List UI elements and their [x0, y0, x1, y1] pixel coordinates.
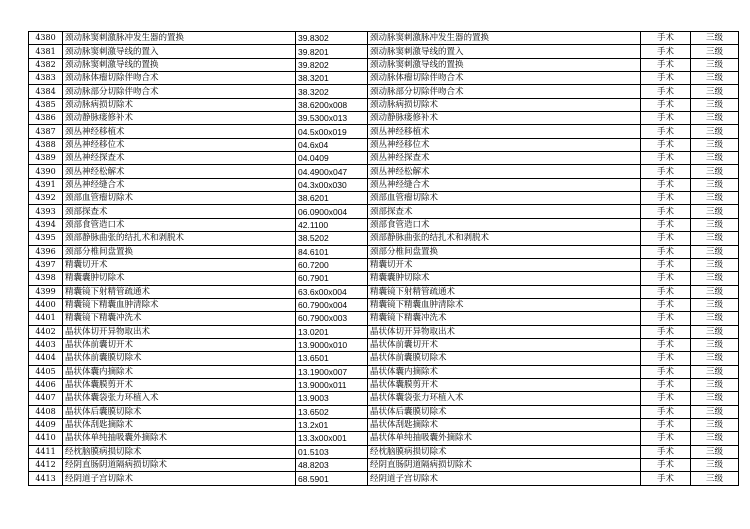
procedure-code-cell: 13.2x01 — [296, 418, 368, 431]
procedure-grade-cell: 三级 — [691, 58, 739, 71]
table-row — [29, 72, 739, 85]
procedure-name-standard-cell: 精囊镜下射精管疏通术 — [368, 285, 641, 298]
procedure-name-cell: 精囊切开术 — [63, 258, 296, 271]
procedure-type-cell: 手术 — [641, 72, 691, 85]
row-number-cell: 4384 — [29, 85, 63, 98]
table-row — [29, 32, 739, 45]
procedure-name-standard-cell: 晶状体刮匙摘除术 — [368, 418, 641, 431]
procedure-name-standard-cell: 颈动脉病损切除术 — [368, 98, 641, 111]
procedure-name-cell: 晶状体前囊膜切除术 — [63, 352, 296, 365]
procedure-type-cell: 手术 — [641, 405, 691, 418]
procedure-code-cell: 04.3x00x030 — [296, 178, 368, 191]
procedure-grade-cell: 三级 — [691, 272, 739, 285]
procedure-type-cell: 手术 — [641, 338, 691, 351]
row-number-cell: 4401 — [29, 312, 63, 325]
procedure-name-standard-cell: 晶状体囊内摘除术 — [368, 365, 641, 378]
procedure-name-standard-cell: 颈动脉窦刺激导线的置入 — [368, 45, 641, 58]
procedure-name-cell: 经阴直肠阴道隔病损切除术 — [63, 459, 296, 472]
procedure-code-cell: 39.8201 — [296, 45, 368, 58]
procedure-type-cell: 手术 — [641, 45, 691, 58]
procedure-grade-cell: 三级 — [691, 125, 739, 138]
row-number-cell: 4383 — [29, 72, 63, 85]
procedure-name-cell: 颈动脉部分切除伴吻合术 — [63, 85, 296, 98]
procedure-type-cell: 手术 — [641, 325, 691, 338]
procedure-grade-cell: 三级 — [691, 285, 739, 298]
procedure-type-cell: 手术 — [641, 432, 691, 445]
table-row — [29, 98, 739, 111]
procedure-grade-cell: 三级 — [691, 112, 739, 125]
procedure-code-cell: 13.6501 — [296, 352, 368, 365]
row-number-cell: 4389 — [29, 152, 63, 165]
procedure-code-cell: 38.3202 — [296, 85, 368, 98]
procedure-name-standard-cell: 颈丛神经移植术 — [368, 125, 641, 138]
table-row — [29, 45, 739, 58]
procedure-name-standard-cell: 经阴直肠阴道隔病损切除术 — [368, 459, 641, 472]
row-number-cell: 4386 — [29, 112, 63, 125]
procedure-grade-cell: 三级 — [691, 232, 739, 245]
procedure-code-cell: 39.5300x013 — [296, 112, 368, 125]
procedure-grade-cell: 三级 — [691, 472, 739, 485]
procedure-grade-cell: 三级 — [691, 152, 739, 165]
procedure-code-cell: 13.3x00x001 — [296, 432, 368, 445]
procedure-type-cell: 手术 — [641, 352, 691, 365]
procedure-grade-cell: 三级 — [691, 45, 739, 58]
procedure-type-cell: 手术 — [641, 205, 691, 218]
table-row — [29, 245, 739, 258]
procedure-type-cell: 手术 — [641, 192, 691, 205]
row-number-cell: 4407 — [29, 392, 63, 405]
procedure-type-cell: 手术 — [641, 165, 691, 178]
procedure-grade-cell: 三级 — [691, 258, 739, 271]
table-row — [29, 125, 739, 138]
table-row — [29, 58, 739, 71]
procedure-grade-cell: 三级 — [691, 365, 739, 378]
procedure-code-cell: 13.9000x011 — [296, 378, 368, 391]
row-number-cell: 4395 — [29, 232, 63, 245]
procedure-grade-cell: 三级 — [691, 178, 739, 191]
procedure-type-cell: 手术 — [641, 98, 691, 111]
row-number-cell: 4392 — [29, 192, 63, 205]
procedure-type-cell: 手术 — [641, 445, 691, 458]
procedure-name-cell: 颈部探查术 — [63, 205, 296, 218]
procedure-type-cell: 手术 — [641, 418, 691, 431]
procedure-name-standard-cell: 颈部食管造口术 — [368, 218, 641, 231]
procedure-type-cell: 手术 — [641, 298, 691, 311]
procedure-name-cell: 颈部食管造口术 — [63, 218, 296, 231]
row-number-cell: 4390 — [29, 165, 63, 178]
procedure-name-standard-cell: 晶状体囊膜剪开术 — [368, 378, 641, 391]
procedure-name-cell: 精囊囊肿切除术 — [63, 272, 296, 285]
procedure-name-standard-cell: 颈动静脉瘘修补术 — [368, 112, 641, 125]
row-number-cell: 4380 — [29, 32, 63, 45]
procedure-code-cell: 60.7200 — [296, 258, 368, 271]
procedure-type-cell: 手术 — [641, 85, 691, 98]
procedure-name-cell: 精囊镜下射精管疏通术 — [63, 285, 296, 298]
procedure-grade-cell: 三级 — [691, 445, 739, 458]
row-number-cell: 4413 — [29, 472, 63, 485]
procedure-name-standard-cell: 颈动脉部分切除伴吻合术 — [368, 85, 641, 98]
procedure-code-cell: 39.8302 — [296, 32, 368, 45]
table-row — [29, 312, 739, 325]
row-number-cell: 4409 — [29, 418, 63, 431]
procedure-name-cell: 精囊镜下精囊血肿清除术 — [63, 298, 296, 311]
table-row — [29, 338, 739, 351]
row-number-cell: 4400 — [29, 298, 63, 311]
procedure-name-standard-cell: 晶状体前囊切开术 — [368, 338, 641, 351]
table-row — [29, 392, 739, 405]
procedure-grade-cell: 三级 — [691, 205, 739, 218]
row-number-cell: 4397 — [29, 258, 63, 271]
procedure-code-cell: 38.6200x008 — [296, 98, 368, 111]
table-row — [29, 218, 739, 231]
procedure-name-standard-cell: 颈动脉体瘤切除伴吻合术 — [368, 72, 641, 85]
row-number-cell: 4391 — [29, 178, 63, 191]
procedure-name-standard-cell: 精囊囊肿切除术 — [368, 272, 641, 285]
procedure-code-cell: 38.5202 — [296, 232, 368, 245]
table-row — [29, 258, 739, 271]
procedure-type-cell: 手术 — [641, 459, 691, 472]
procedure-code-cell: 13.0201 — [296, 325, 368, 338]
table-row — [29, 432, 739, 445]
procedure-name-cell: 颈动脉窦刺激脉冲发生器的置换 — [63, 32, 296, 45]
row-number-cell: 4399 — [29, 285, 63, 298]
procedure-grade-cell: 三级 — [691, 165, 739, 178]
procedure-grade-cell: 三级 — [691, 98, 739, 111]
procedure-grade-cell: 三级 — [691, 298, 739, 311]
procedure-name-cell: 晶状体前囊切开术 — [63, 338, 296, 351]
table-row — [29, 325, 739, 338]
table-row — [29, 178, 739, 191]
procedure-type-cell: 手术 — [641, 258, 691, 271]
procedure-type-cell: 手术 — [641, 218, 691, 231]
procedure-name-standard-cell: 颈部探查术 — [368, 205, 641, 218]
procedure-type-cell: 手术 — [641, 378, 691, 391]
procedure-grade-cell: 三级 — [691, 312, 739, 325]
table-row — [29, 459, 739, 472]
procedure-grade-cell: 三级 — [691, 72, 739, 85]
procedure-type-cell: 手术 — [641, 312, 691, 325]
procedure-code-cell: 84.6101 — [296, 245, 368, 258]
table-row — [29, 405, 739, 418]
procedure-name-cell: 颈动静脉瘘修补术 — [63, 112, 296, 125]
procedure-code-cell: 38.6201 — [296, 192, 368, 205]
procedure-type-cell: 手术 — [641, 365, 691, 378]
row-number-cell: 4411 — [29, 445, 63, 458]
procedure-grade-cell: 三级 — [691, 85, 739, 98]
procedure-name-cell: 颈丛神经移位术 — [63, 138, 296, 151]
procedure-code-cell: 04.5x00x019 — [296, 125, 368, 138]
procedure-name-cell: 颈动脉窦刺激导线的置入 — [63, 45, 296, 58]
procedure-code-cell: 60.7900x003 — [296, 312, 368, 325]
row-number-cell: 4396 — [29, 245, 63, 258]
table-row — [29, 205, 739, 218]
procedure-grade-cell: 三级 — [691, 138, 739, 151]
procedure-code-cell: 60.7900x004 — [296, 298, 368, 311]
procedure-code-cell: 13.9003 — [296, 392, 368, 405]
procedure-code-cell: 04.4900x047 — [296, 165, 368, 178]
procedure-code-cell: 04.6x04 — [296, 138, 368, 151]
procedure-type-cell: 手术 — [641, 125, 691, 138]
procedure-name-cell: 颈动脉体瘤切除伴吻合术 — [63, 72, 296, 85]
procedure-name-cell: 晶状体刮匙摘除术 — [63, 418, 296, 431]
procedure-name-cell: 颈部分椎间盘置换 — [63, 245, 296, 258]
table-row — [29, 418, 739, 431]
row-number-cell: 4385 — [29, 98, 63, 111]
row-number-cell: 4387 — [29, 125, 63, 138]
table-row — [29, 152, 739, 165]
table-row — [29, 138, 739, 151]
procedure-name-cell: 颈部血管瘤切除术 — [63, 192, 296, 205]
procedure-name-standard-cell: 经阴道子宫切除术 — [368, 472, 641, 485]
procedure-name-cell: 经阴道子宫切除术 — [63, 472, 296, 485]
table-row — [29, 445, 739, 458]
table-row — [29, 352, 739, 365]
row-number-cell: 4405 — [29, 365, 63, 378]
procedure-name-cell: 晶状体单纯抽吸囊外摘除术 — [63, 432, 296, 445]
table-body — [29, 32, 739, 486]
procedure-code-cell: 13.1900x007 — [296, 365, 368, 378]
procedure-type-cell: 手术 — [641, 272, 691, 285]
procedure-type-cell: 手术 — [641, 152, 691, 165]
row-number-cell: 4408 — [29, 405, 63, 418]
row-number-cell: 4382 — [29, 58, 63, 71]
procedure-name-cell: 经枕脑膜病损切除术 — [63, 445, 296, 458]
table-row — [29, 165, 739, 178]
procedure-type-cell: 手术 — [641, 58, 691, 71]
row-number-cell: 4406 — [29, 378, 63, 391]
row-number-cell: 4402 — [29, 325, 63, 338]
procedure-name-standard-cell: 晶状体切开异物取出术 — [368, 325, 641, 338]
procedure-name-standard-cell: 晶状体前囊膜切除术 — [368, 352, 641, 365]
procedure-grade-cell: 三级 — [691, 192, 739, 205]
row-number-cell: 4412 — [29, 459, 63, 472]
procedure-name-cell: 颈丛神经移植术 — [63, 125, 296, 138]
procedure-name-cell: 晶状体囊膜剪开术 — [63, 378, 296, 391]
procedure-name-standard-cell: 颈部血管瘤切除术 — [368, 192, 641, 205]
table-row — [29, 298, 739, 311]
procedure-name-standard-cell: 颈丛神经移位术 — [368, 138, 641, 151]
procedure-name-standard-cell: 颈动脉窦刺激脉冲发生器的置换 — [368, 32, 641, 45]
procedure-grade-cell: 三级 — [691, 218, 739, 231]
procedure-name-standard-cell: 颈丛神经松解术 — [368, 165, 641, 178]
procedure-name-standard-cell: 晶状体后囊膜切除术 — [368, 405, 641, 418]
procedure-grade-cell: 三级 — [691, 459, 739, 472]
procedure-type-cell: 手术 — [641, 285, 691, 298]
procedure-code-cell: 63.6x00x004 — [296, 285, 368, 298]
table-row — [29, 285, 739, 298]
row-number-cell: 4394 — [29, 218, 63, 231]
row-number-cell: 4404 — [29, 352, 63, 365]
procedure-grade-cell: 三级 — [691, 405, 739, 418]
procedure-grade-cell: 三级 — [691, 378, 739, 391]
procedure-code-cell: 01.5103 — [296, 445, 368, 458]
table-row — [29, 472, 739, 485]
table-row — [29, 232, 739, 245]
procedure-grade-cell: 三级 — [691, 325, 739, 338]
procedure-code-cell: 42.1100 — [296, 218, 368, 231]
procedure-name-standard-cell: 颈丛神经缝合术 — [368, 178, 641, 191]
procedure-type-cell: 手术 — [641, 245, 691, 258]
procedure-grade-cell: 三级 — [691, 352, 739, 365]
row-number-cell: 4388 — [29, 138, 63, 151]
procedure-name-standard-cell: 颈部静脉曲张的结扎术和剥脱术 — [368, 232, 641, 245]
procedure-name-standard-cell: 颈丛神经探查术 — [368, 152, 641, 165]
table-row — [29, 272, 739, 285]
procedure-name-cell: 精囊镜下精囊冲洗术 — [63, 312, 296, 325]
procedure-grade-cell: 三级 — [691, 245, 739, 258]
procedure-type-cell: 手术 — [641, 392, 691, 405]
procedure-code-cell: 39.8202 — [296, 58, 368, 71]
table-row — [29, 365, 739, 378]
procedure-code-cell: 13.9000x010 — [296, 338, 368, 351]
row-number-cell: 4410 — [29, 432, 63, 445]
procedure-code-cell: 13.6502 — [296, 405, 368, 418]
procedure-name-cell: 晶状体囊袋张力环植入术 — [63, 392, 296, 405]
procedure-type-cell: 手术 — [641, 472, 691, 485]
table-row — [29, 85, 739, 98]
procedure-type-cell: 手术 — [641, 112, 691, 125]
procedure-name-standard-cell: 精囊镜下精囊血肿清除术 — [368, 298, 641, 311]
procedure-name-cell: 晶状体切开异物取出术 — [63, 325, 296, 338]
procedure-name-cell: 颈丛神经缝合术 — [63, 178, 296, 191]
procedure-name-standard-cell: 颈部分椎间盘置换 — [368, 245, 641, 258]
procedure-type-cell: 手术 — [641, 138, 691, 151]
row-number-cell: 4381 — [29, 45, 63, 58]
procedure-table — [28, 31, 739, 486]
table-row — [29, 192, 739, 205]
procedure-name-cell: 颈动脉病损切除术 — [63, 98, 296, 111]
procedure-code-cell: 48.8203 — [296, 459, 368, 472]
procedure-name-cell: 颈部静脉曲张的结扎术和剥脱术 — [63, 232, 296, 245]
procedure-name-standard-cell: 精囊切开术 — [368, 258, 641, 271]
row-number-cell: 4393 — [29, 205, 63, 218]
procedure-type-cell: 手术 — [641, 232, 691, 245]
procedure-type-cell: 手术 — [641, 32, 691, 45]
procedure-name-standard-cell: 精囊镜下精囊冲洗术 — [368, 312, 641, 325]
procedure-code-cell: 06.0900x004 — [296, 205, 368, 218]
procedure-grade-cell: 三级 — [691, 432, 739, 445]
procedure-grade-cell: 三级 — [691, 392, 739, 405]
table-row — [29, 378, 739, 391]
procedure-name-standard-cell: 经枕脑膜病损切除术 — [368, 445, 641, 458]
procedure-name-cell: 颈丛神经探查术 — [63, 152, 296, 165]
procedure-grade-cell: 三级 — [691, 32, 739, 45]
table-row — [29, 112, 739, 125]
row-number-cell: 4403 — [29, 338, 63, 351]
procedure-grade-cell: 三级 — [691, 338, 739, 351]
procedure-name-standard-cell: 晶状体囊袋张力环植入术 — [368, 392, 641, 405]
procedure-name-standard-cell: 颈动脉窦刺激导线的置换 — [368, 58, 641, 71]
procedure-code-cell: 38.3201 — [296, 72, 368, 85]
procedure-name-cell: 晶状体囊内摘除术 — [63, 365, 296, 378]
procedure-name-cell: 颈丛神经松解术 — [63, 165, 296, 178]
procedure-type-cell: 手术 — [641, 178, 691, 191]
procedure-grade-cell: 三级 — [691, 418, 739, 431]
procedure-code-cell: 60.7901 — [296, 272, 368, 285]
procedure-code-cell: 68.5901 — [296, 472, 368, 485]
procedure-code-cell: 04.0409 — [296, 152, 368, 165]
procedure-name-cell: 晶状体后囊膜切除术 — [63, 405, 296, 418]
row-number-cell: 4398 — [29, 272, 63, 285]
procedure-name-cell: 颈动脉窦刺激导线的置换 — [63, 58, 296, 71]
procedure-name-standard-cell: 晶状体单纯抽吸囊外摘除术 — [368, 432, 641, 445]
